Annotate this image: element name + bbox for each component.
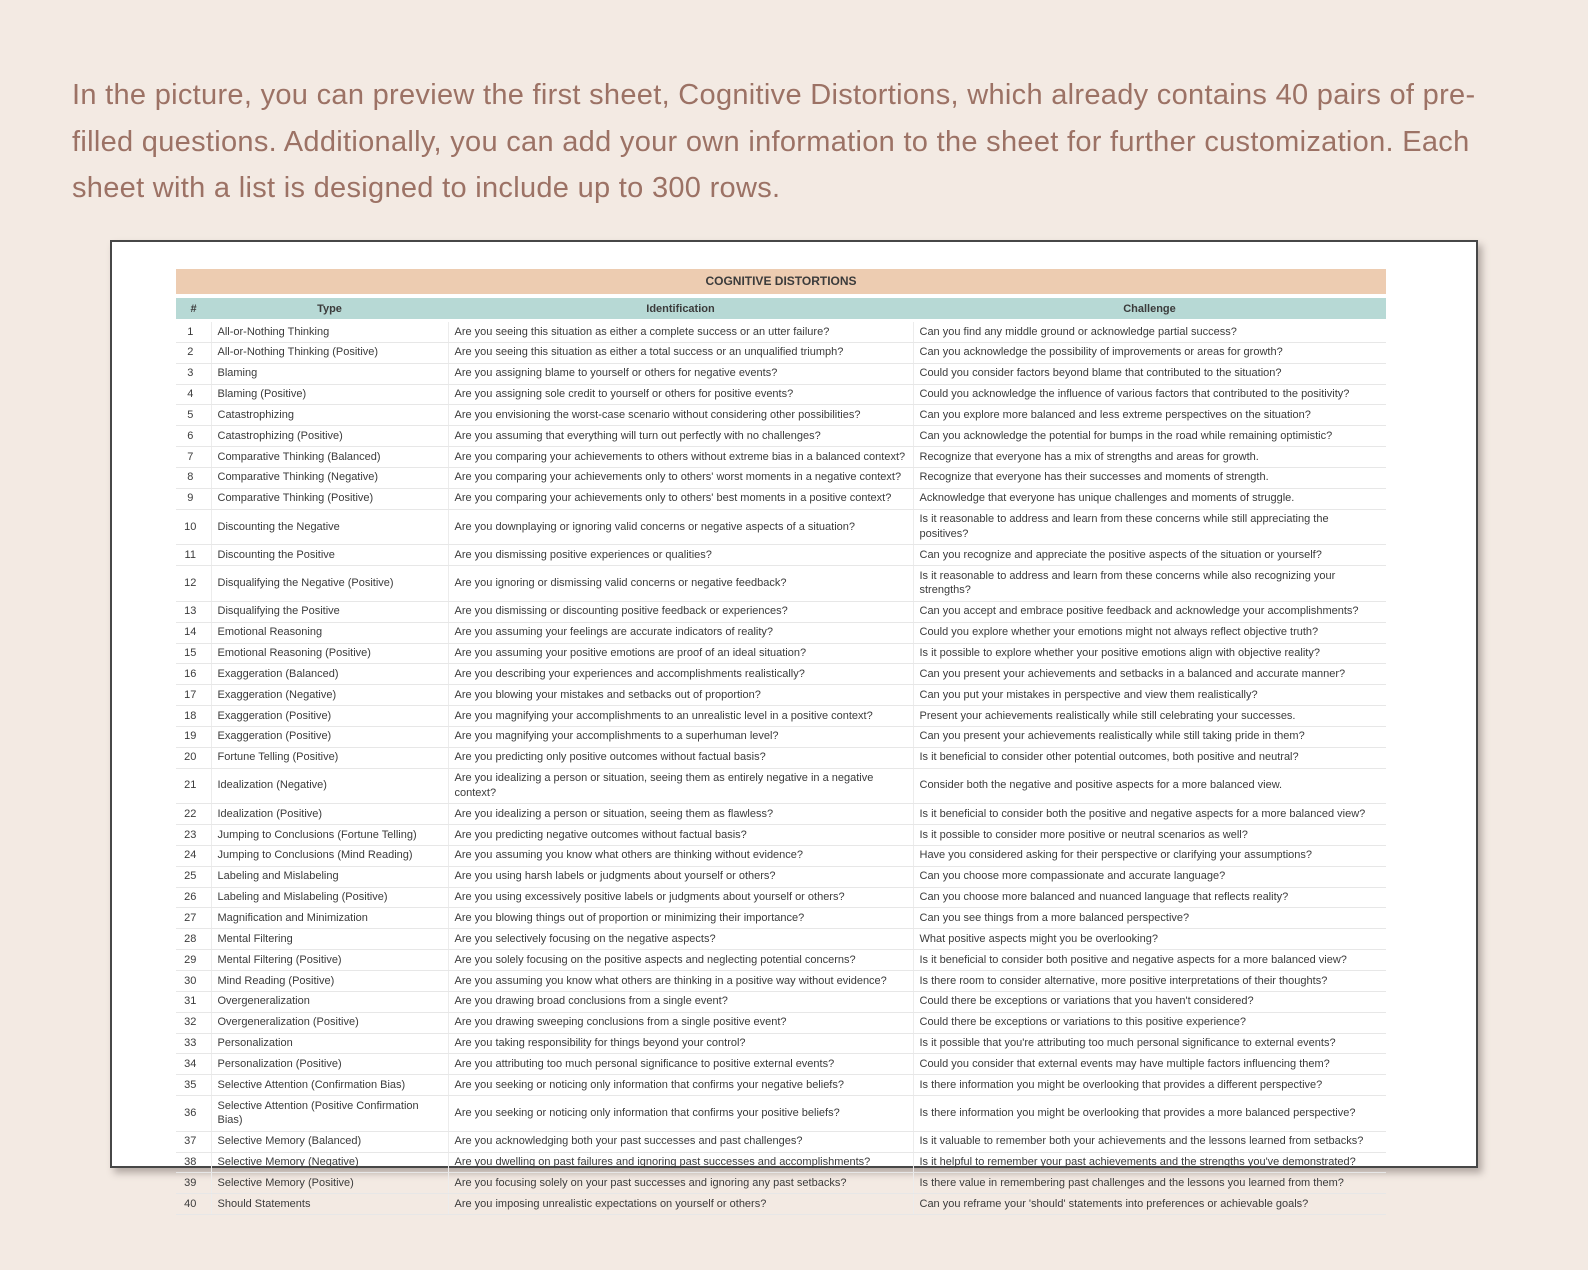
cell-number: 8 bbox=[176, 467, 211, 488]
cell-challenge: Consider both the negative and positive aspects for a more balanced view. bbox=[913, 768, 1386, 804]
table-row bbox=[176, 643, 1386, 664]
table-row bbox=[176, 447, 1386, 468]
table-row bbox=[176, 509, 1386, 545]
cell-type: All-or-Nothing Thinking bbox=[211, 321, 448, 343]
cell-number: 23 bbox=[176, 825, 211, 846]
cell-type: Catastrophizing bbox=[211, 405, 448, 426]
cell-number: 9 bbox=[176, 488, 211, 509]
table-row bbox=[176, 768, 1386, 804]
cell-identification: Are you acknowledging both your past successes and past challenges? bbox=[448, 1131, 913, 1152]
cell-type: Disqualifying the Negative (Positive) bbox=[211, 566, 448, 602]
table-row bbox=[176, 991, 1386, 1012]
cell-type: Mental Filtering (Positive) bbox=[211, 950, 448, 971]
cell-number: 36 bbox=[176, 1096, 211, 1132]
column-header-number: # bbox=[176, 298, 211, 321]
spreadsheet-preview-card bbox=[110, 240, 1478, 1210]
cell-type: Idealization (Negative) bbox=[211, 768, 448, 804]
table-row bbox=[176, 342, 1386, 363]
table-row bbox=[176, 845, 1386, 866]
cell-identification: Are you comparing your achievements only to others' best moments in a positive context? bbox=[448, 488, 913, 509]
cell-number: 32 bbox=[176, 1012, 211, 1033]
table-row bbox=[176, 1173, 1386, 1194]
table-row bbox=[176, 1152, 1386, 1173]
cell-challenge: Can you accept and embrace positive feedback and acknowledge your accomplishments? bbox=[913, 601, 1386, 622]
cell-challenge: Is there information you might be overlooking that provides a different perspective? bbox=[913, 1075, 1386, 1096]
cognitive-distortions-table bbox=[176, 298, 1386, 1215]
cell-number: 11 bbox=[176, 545, 211, 566]
cell-identification: Are you seeking or noticing only information that confirms your negative beliefs? bbox=[448, 1075, 913, 1096]
cell-challenge: Can you explore more balanced and less extreme perspectives on the situation? bbox=[913, 405, 1386, 426]
cell-challenge: Is it possible to consider more positive or neutral scenarios as well? bbox=[913, 825, 1386, 846]
cell-challenge: Can you choose more compassionate and accurate language? bbox=[913, 866, 1386, 887]
cell-type: Comparative Thinking (Positive) bbox=[211, 488, 448, 509]
cell-type: Exaggeration (Balanced) bbox=[211, 664, 448, 685]
cell-number: 1 bbox=[176, 321, 211, 343]
cell-identification: Are you seeking or noticing only information that confirms your positive beliefs? bbox=[448, 1096, 913, 1132]
cell-number: 31 bbox=[176, 991, 211, 1012]
cell-identification: Are you taking responsibility for things beyond your control? bbox=[448, 1033, 913, 1054]
cell-challenge: Recognize that everyone has their successes and moments of strength. bbox=[913, 467, 1386, 488]
table-row bbox=[176, 1033, 1386, 1054]
cell-type: Selective Memory (Balanced) bbox=[211, 1131, 448, 1152]
cell-number: 24 bbox=[176, 845, 211, 866]
cell-type: Selective Attention (Confirmation Bias) bbox=[211, 1075, 448, 1096]
cell-challenge: Can you present your achievements and setbacks in a balanced and accurate manner? bbox=[913, 664, 1386, 685]
cell-challenge: Can you choose more balanced and nuanced language that reflects reality? bbox=[913, 887, 1386, 908]
table-row bbox=[176, 887, 1386, 908]
table-row bbox=[176, 685, 1386, 706]
cell-identification: Are you using harsh labels or judgments about yourself or others? bbox=[448, 866, 913, 887]
cell-type: Labeling and Mislabeling (Positive) bbox=[211, 887, 448, 908]
cell-identification: Are you downplaying or ignoring valid concerns or negative aspects of a situation? bbox=[448, 509, 913, 545]
column-header-type: Type bbox=[211, 298, 448, 321]
cell-type: Catastrophizing (Positive) bbox=[211, 426, 448, 447]
cell-identification: Are you predicting only positive outcomes without factual basis? bbox=[448, 747, 913, 768]
cell-number: 30 bbox=[176, 971, 211, 992]
cell-number: 35 bbox=[176, 1075, 211, 1096]
table-body bbox=[176, 321, 1386, 1215]
cell-number: 16 bbox=[176, 664, 211, 685]
cell-challenge: Can you acknowledge the potential for bumps in the road while remaining optimistic? bbox=[913, 426, 1386, 447]
table-row bbox=[176, 1012, 1386, 1033]
table-row bbox=[176, 664, 1386, 685]
cell-type: Overgeneralization bbox=[211, 991, 448, 1012]
cell-challenge: Have you considered asking for their perspective or clarifying your assumptions? bbox=[913, 845, 1386, 866]
table-row bbox=[176, 1075, 1386, 1096]
cell-type: Personalization bbox=[211, 1033, 448, 1054]
cell-identification: Are you assigning blame to yourself or others for negative events? bbox=[448, 363, 913, 384]
cell-identification: Are you seeing this situation as either a complete success or an utter failure? bbox=[448, 321, 913, 343]
cell-number: 12 bbox=[176, 566, 211, 602]
cell-number: 25 bbox=[176, 866, 211, 887]
table-row bbox=[176, 825, 1386, 846]
cell-number: 18 bbox=[176, 706, 211, 727]
cell-number: 15 bbox=[176, 643, 211, 664]
table-row bbox=[176, 545, 1386, 566]
cell-number: 17 bbox=[176, 685, 211, 706]
cell-type: Jumping to Conclusions (Fortune Telling) bbox=[211, 825, 448, 846]
table-row bbox=[176, 488, 1386, 509]
cell-identification: Are you using excessively positive labels or judgments about yourself or others? bbox=[448, 887, 913, 908]
cell-number: 22 bbox=[176, 804, 211, 825]
cell-number: 21 bbox=[176, 768, 211, 804]
cell-challenge: Can you acknowledge the possibility of improvements or areas for growth? bbox=[913, 342, 1386, 363]
cell-type: Exaggeration (Positive) bbox=[211, 726, 448, 747]
cell-type: Magnification and Minimization bbox=[211, 908, 448, 929]
cell-identification: Are you idealizing a person or situation, seeing them as entirely negative in a negative context? bbox=[448, 768, 913, 804]
cell-identification: Are you selectively focusing on the negative aspects? bbox=[448, 929, 913, 950]
cell-challenge: Is it beneficial to consider both the positive and negative aspects for a more balanced view? bbox=[913, 804, 1386, 825]
cell-number: 4 bbox=[176, 384, 211, 405]
sheet-title: COGNITIVE DISTORTIONS bbox=[176, 269, 1386, 294]
cell-type: Blaming (Positive) bbox=[211, 384, 448, 405]
cell-type: Idealization (Positive) bbox=[211, 804, 448, 825]
cell-number: 6 bbox=[176, 426, 211, 447]
table-row bbox=[176, 363, 1386, 384]
cell-identification: Are you predicting negative outcomes without factual basis? bbox=[448, 825, 913, 846]
cell-type: Selective Attention (Positive Confirmation Bias) bbox=[211, 1096, 448, 1132]
cell-challenge: Is it valuable to remember both your achievements and the lessons learned from setbacks? bbox=[913, 1131, 1386, 1152]
cell-identification: Are you drawing broad conclusions from a single event? bbox=[448, 991, 913, 1012]
cell-identification: Are you attributing too much personal significance to positive external events? bbox=[448, 1054, 913, 1075]
cell-identification: Are you describing your experiences and accomplishments realistically? bbox=[448, 664, 913, 685]
cell-challenge: Is it reasonable to address and learn from these concerns while also recognizing your strengths? bbox=[913, 566, 1386, 602]
cell-identification: Are you assigning sole credit to yourself or others for positive events? bbox=[448, 384, 913, 405]
cell-type: Blaming bbox=[211, 363, 448, 384]
cell-challenge: Could you consider factors beyond blame that contributed to the situation? bbox=[913, 363, 1386, 384]
cell-type: Emotional Reasoning (Positive) bbox=[211, 643, 448, 664]
cell-number: 33 bbox=[176, 1033, 211, 1054]
cell-number: 29 bbox=[176, 950, 211, 971]
cell-identification: Are you envisioning the worst-case scenario without considering other possibilities? bbox=[448, 405, 913, 426]
cell-type: Mind Reading (Positive) bbox=[211, 971, 448, 992]
cell-type: Overgeneralization (Positive) bbox=[211, 1012, 448, 1033]
cell-identification: Are you dismissing or discounting positive feedback or experiences? bbox=[448, 601, 913, 622]
table-row bbox=[176, 706, 1386, 727]
cell-identification: Are you ignoring or dismissing valid concerns or negative feedback? bbox=[448, 566, 913, 602]
table-row bbox=[176, 908, 1386, 929]
cell-challenge: Can you see things from a more balanced perspective? bbox=[913, 908, 1386, 929]
table-row bbox=[176, 747, 1386, 768]
cell-challenge: Can you reframe your 'should' statements into preferences or achievable goals? bbox=[913, 1194, 1386, 1215]
cell-number: 19 bbox=[176, 726, 211, 747]
cell-identification: Are you magnifying your accomplishments to a superhuman level? bbox=[448, 726, 913, 747]
cell-identification: Are you dwelling on past failures and ignoring past successes and accomplishments? bbox=[448, 1152, 913, 1173]
cell-challenge: Can you put your mistakes in perspective and view them realistically? bbox=[913, 685, 1386, 706]
cell-challenge: Is it possible to explore whether your positive emotions align with objective reality? bbox=[913, 643, 1386, 664]
cell-challenge: Is it possible that you're attributing too much personal significance to external events? bbox=[913, 1033, 1386, 1054]
cell-number: 7 bbox=[176, 447, 211, 468]
table-row bbox=[176, 384, 1386, 405]
table-row bbox=[176, 566, 1386, 602]
cell-identification: Are you blowing your mistakes and setbacks out of proportion? bbox=[448, 685, 913, 706]
cell-identification: Are you assuming your feelings are accurate indicators of reality? bbox=[448, 622, 913, 643]
cell-number: 28 bbox=[176, 929, 211, 950]
cell-identification: Are you imposing unrealistic expectations on yourself or others? bbox=[448, 1194, 913, 1215]
cell-number: 13 bbox=[176, 601, 211, 622]
cell-challenge: Is it reasonable to address and learn from these concerns while still appreciating the positives? bbox=[913, 509, 1386, 545]
cell-type: Exaggeration (Negative) bbox=[211, 685, 448, 706]
cell-type: Labeling and Mislabeling bbox=[211, 866, 448, 887]
table-row bbox=[176, 1131, 1386, 1152]
table-row bbox=[176, 929, 1386, 950]
table-row bbox=[176, 950, 1386, 971]
cell-type: Should Statements bbox=[211, 1194, 448, 1215]
intro-paragraph: In the picture, you can preview the first sheet, Cognitive Distortions, which already contains 40 pairs of pre-filled questions. Additionally, you can add your own information to the sheet for further customization. Each sheet with a list is designed to include up to 300 rows. bbox=[72, 79, 1476, 205]
cell-challenge: Is it beneficial to consider both positive and negative aspects for a more balanced view? bbox=[913, 950, 1386, 971]
cell-type: Discounting the Negative bbox=[211, 509, 448, 545]
cell-identification: Are you comparing your achievements only to others' worst moments in a negative context? bbox=[448, 467, 913, 488]
cell-number: 27 bbox=[176, 908, 211, 929]
cell-type: Mental Filtering bbox=[211, 929, 448, 950]
cell-identification: Are you assuming that everything will turn out perfectly with no challenges? bbox=[448, 426, 913, 447]
cell-identification: Are you comparing your achievements to others without extreme bias in a balanced context? bbox=[448, 447, 913, 468]
cell-number: 10 bbox=[176, 509, 211, 545]
table-row bbox=[176, 1194, 1386, 1215]
cell-challenge: Could you explore whether your emotions might not always reflect objective truth? bbox=[913, 622, 1386, 643]
column-header-identification: Identification bbox=[448, 298, 913, 321]
cell-challenge: Is there information you might be overlooking that provides a more balanced perspective? bbox=[913, 1096, 1386, 1132]
cell-challenge: Could you acknowledge the influence of various factors that contributed to the positivity? bbox=[913, 384, 1386, 405]
cell-type: All-or-Nothing Thinking (Positive) bbox=[211, 342, 448, 363]
cell-number: 26 bbox=[176, 887, 211, 908]
cell-type: Comparative Thinking (Negative) bbox=[211, 467, 448, 488]
cell-type: Exaggeration (Positive) bbox=[211, 706, 448, 727]
table-row bbox=[176, 971, 1386, 992]
table-row bbox=[176, 467, 1386, 488]
table-row bbox=[176, 601, 1386, 622]
cell-challenge: Is it helpful to remember your past achievements and the strengths you've demonstrated? bbox=[913, 1152, 1386, 1173]
cell-challenge: Is it beneficial to consider other potential outcomes, both positive and neutral? bbox=[913, 747, 1386, 768]
cell-challenge: Could there be exceptions or variations that you haven't considered? bbox=[913, 991, 1386, 1012]
cognitive-distortions-sheet bbox=[176, 269, 1386, 1215]
table-row bbox=[176, 405, 1386, 426]
cell-type: Discounting the Positive bbox=[211, 545, 448, 566]
cell-identification: Are you solely focusing on the positive aspects and neglecting potential concerns? bbox=[448, 950, 913, 971]
cell-type: Fortune Telling (Positive) bbox=[211, 747, 448, 768]
cell-identification: Are you seeing this situation as either a total success or an unqualified triumph? bbox=[448, 342, 913, 363]
cell-identification: Are you assuming you know what others are thinking in a positive way without evidence? bbox=[448, 971, 913, 992]
cell-identification: Are you blowing things out of proportion or minimizing their importance? bbox=[448, 908, 913, 929]
cell-number: 14 bbox=[176, 622, 211, 643]
cell-type: Disqualifying the Positive bbox=[211, 601, 448, 622]
cell-challenge: Could there be exceptions or variations to this positive experience? bbox=[913, 1012, 1386, 1033]
table-row bbox=[176, 866, 1386, 887]
cell-identification: Are you assuming your positive emotions are proof of an ideal situation? bbox=[448, 643, 913, 664]
cell-number: 39 bbox=[176, 1173, 211, 1194]
cell-identification: Are you dismissing positive experiences or qualities? bbox=[448, 545, 913, 566]
cell-challenge: Is there value in remembering past challenges and the lessons you learned from them? bbox=[913, 1173, 1386, 1194]
cell-challenge: What positive aspects might you be overlooking? bbox=[913, 929, 1386, 950]
table-row bbox=[176, 622, 1386, 643]
cell-number: 5 bbox=[176, 405, 211, 426]
cell-challenge: Can you recognize and appreciate the positive aspects of the situation or yourself? bbox=[913, 545, 1386, 566]
column-header-challenge: Challenge bbox=[913, 298, 1386, 321]
cell-challenge: Acknowledge that everyone has unique challenges and moments of struggle. bbox=[913, 488, 1386, 509]
cell-number: 38 bbox=[176, 1152, 211, 1173]
cell-identification: Are you drawing sweeping conclusions from a single positive event? bbox=[448, 1012, 913, 1033]
table-row bbox=[176, 321, 1386, 343]
table-header-row bbox=[176, 298, 1386, 321]
cell-identification: Are you idealizing a person or situation, seeing them as flawless? bbox=[448, 804, 913, 825]
table-row bbox=[176, 726, 1386, 747]
cell-number: 34 bbox=[176, 1054, 211, 1075]
cell-identification: Are you magnifying your accomplishments to an unrealistic level in a positive context? bbox=[448, 706, 913, 727]
cell-number: 40 bbox=[176, 1194, 211, 1215]
cell-type: Emotional Reasoning bbox=[211, 622, 448, 643]
cell-challenge: Could you consider that external events may have multiple factors influencing them? bbox=[913, 1054, 1386, 1075]
table-row bbox=[176, 1096, 1386, 1132]
cell-type: Selective Memory (Negative) bbox=[211, 1152, 448, 1173]
cell-type: Comparative Thinking (Balanced) bbox=[211, 447, 448, 468]
cell-challenge: Present your achievements realistically while still celebrating your successes. bbox=[913, 706, 1386, 727]
cell-challenge: Recognize that everyone has a mix of strengths and areas for growth. bbox=[913, 447, 1386, 468]
cell-type: Jumping to Conclusions (Mind Reading) bbox=[211, 845, 448, 866]
cell-number: 37 bbox=[176, 1131, 211, 1152]
cell-identification: Are you focusing solely on your past successes and ignoring any past setbacks? bbox=[448, 1173, 913, 1194]
cell-type: Personalization (Positive) bbox=[211, 1054, 448, 1075]
cell-number: 3 bbox=[176, 363, 211, 384]
table-row bbox=[176, 804, 1386, 825]
cell-number: 2 bbox=[176, 342, 211, 363]
table-row bbox=[176, 426, 1386, 447]
cell-identification: Are you assuming you know what others are thinking without evidence? bbox=[448, 845, 913, 866]
cell-number: 20 bbox=[176, 747, 211, 768]
cell-challenge: Can you present your achievements realistically while still taking pride in them? bbox=[913, 726, 1386, 747]
cell-type: Selective Memory (Positive) bbox=[211, 1173, 448, 1194]
table-row bbox=[176, 1054, 1386, 1075]
cell-challenge: Is there room to consider alternative, more positive interpretations of their thoughts? bbox=[913, 971, 1386, 992]
cell-challenge: Can you find any middle ground or acknowledge partial success? bbox=[913, 321, 1386, 343]
